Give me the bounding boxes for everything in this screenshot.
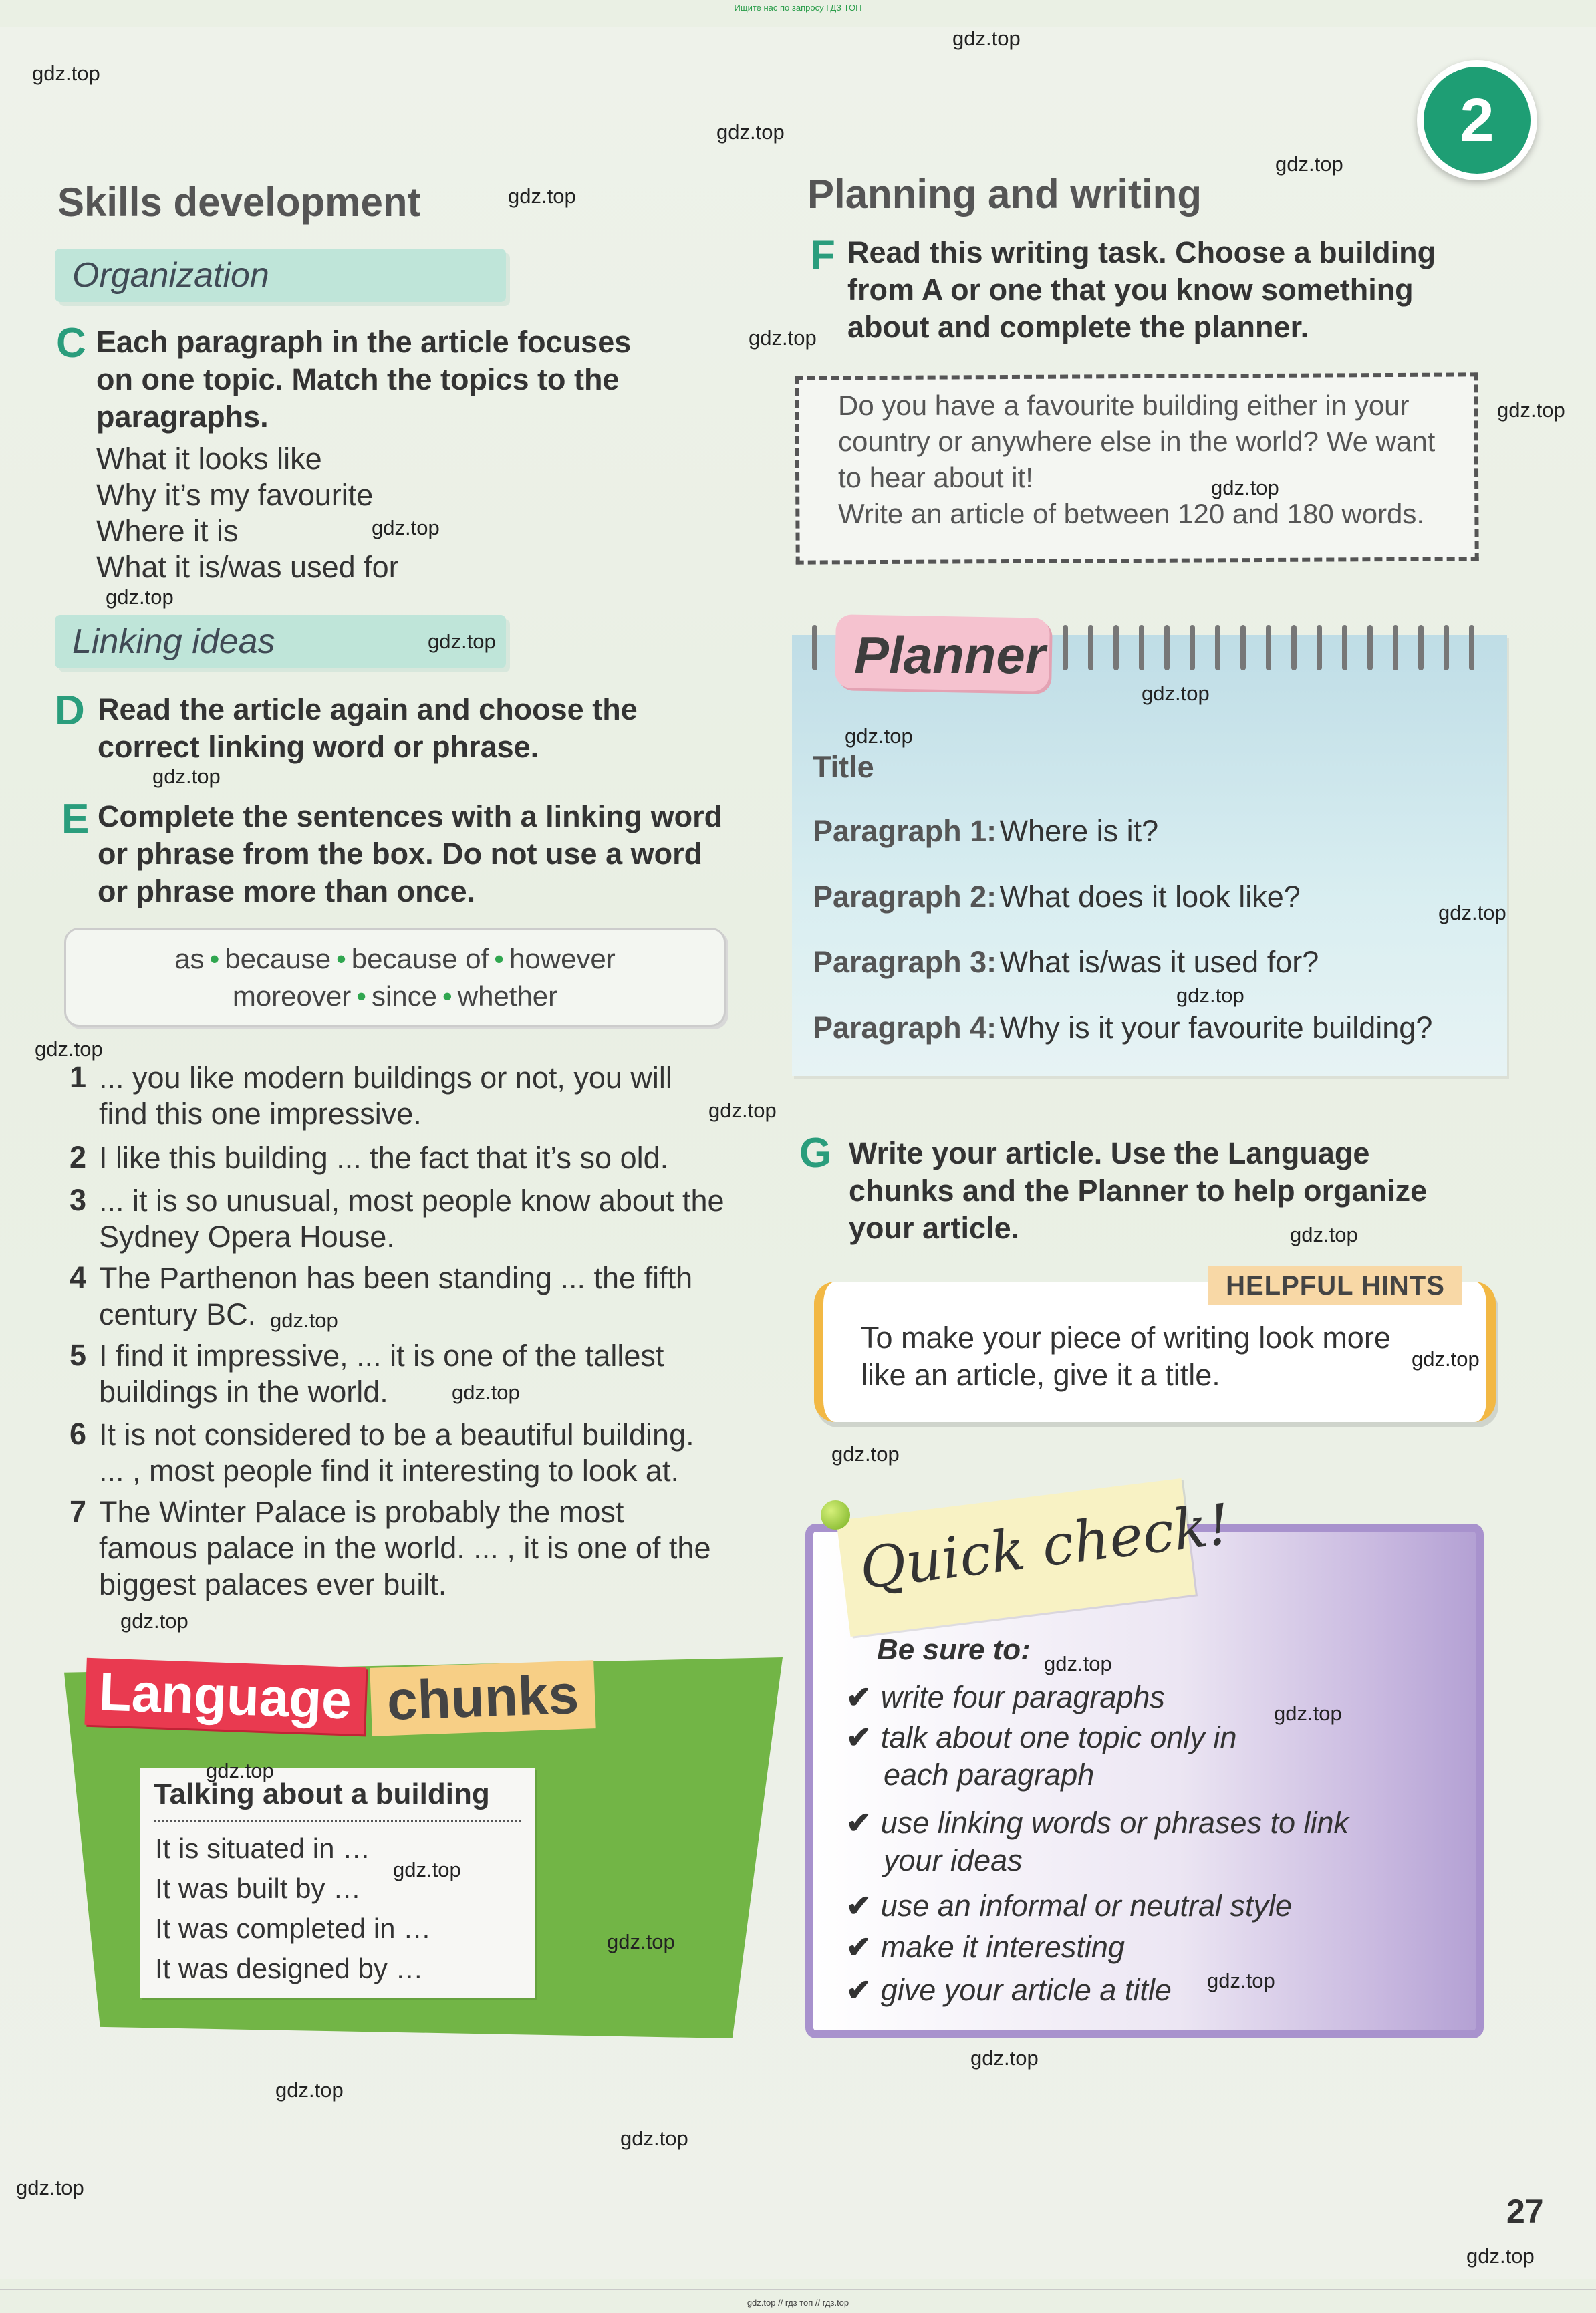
watermark: gdz.top — [708, 1099, 777, 1122]
exercise-e-instruction: Complete the sentences with a linking word or phrase from the box. Do not use a word or phrase more than once. — [98, 799, 723, 908]
pin-icon — [821, 1500, 850, 1530]
watermark: gdz.top — [970, 2046, 1039, 2070]
language-chunks-title-chunks: chunks — [370, 1660, 595, 1736]
spiral-ring — [1317, 625, 1322, 670]
sentence-1-number: 1 — [70, 1060, 87, 1094]
sentence-7: The Winter Palace is probably the most famous palace in the world. ... , it is one of the biggest palaces ever built. — [99, 1495, 711, 1601]
list-item: Where it is — [96, 514, 239, 548]
word-whether: whether — [457, 980, 558, 1012]
watermark: gdz.top — [1211, 476, 1279, 499]
bullet-dot-icon: • — [442, 980, 452, 1012]
watermark: gdz.top — [952, 27, 1021, 50]
sentence-4-number: 4 — [70, 1260, 87, 1295]
watermark: gdz.top — [508, 184, 576, 208]
spiral-ring — [1291, 625, 1297, 670]
quick-check-subtitle: Be sure to: — [877, 1633, 1031, 1666]
watermark: gdz.top — [206, 1759, 274, 1782]
checkmark-icon: ✔ — [846, 1680, 872, 1714]
sentence-2-number: 2 — [70, 1140, 87, 1174]
planner-row-2: Paragraph 2: What does it look like? — [813, 879, 1301, 914]
watermark: gdz.top — [1176, 984, 1244, 1007]
spiral-ring — [1088, 625, 1093, 670]
spiral-ring — [1240, 625, 1246, 670]
watermark: gdz.top — [1290, 1223, 1358, 1246]
spiral-ring — [1418, 625, 1424, 670]
footer-note: gdz.top // гдз топ // гдз.top — [747, 2298, 849, 2308]
divider — [0, 2289, 1596, 2290]
checkmark-icon: ✔ — [846, 1806, 872, 1840]
exercise-d-letter: D — [55, 688, 85, 734]
word-because-of: because of — [351, 943, 489, 974]
watermark: gdz.top — [1412, 1347, 1480, 1371]
exercise-g-instruction: Write your article. Use the Language chunks and the Planner to help organize your article. — [849, 1136, 1428, 1245]
list-item: Why it’s my favourite — [96, 478, 374, 512]
watermark: gdz.top — [1142, 682, 1210, 705]
watermark: gdz.top — [275, 2078, 344, 2102]
list-item: What it looks like — [96, 442, 322, 476]
watermark: gdz.top — [749, 326, 817, 350]
header-note: Ищите нас по запросу ГДЗ ТОП — [734, 3, 862, 13]
helpful-hints-label: HELPFUL HINTS — [1208, 1266, 1462, 1305]
sentence-7-number: 7 — [70, 1494, 87, 1528]
watermark: gdz.top — [845, 724, 913, 748]
list-item: It was completed in … — [155, 1913, 432, 1944]
checklist-item: ✔ write four paragraphs — [846, 1680, 1165, 1714]
spiral-ring — [1393, 625, 1398, 670]
word-as: as — [174, 943, 205, 974]
organization-label: Organization — [55, 249, 506, 302]
checklist-item: ✔ use an informal or neutral style — [846, 1889, 1293, 1923]
exercise-f-letter: F — [810, 232, 835, 278]
sentence-2: I like this building ... the fact that it’s so old. — [99, 1141, 669, 1175]
sentence-6: It is not considered to be a beautiful building. ... , most people find it interesting to look at. — [99, 1417, 694, 1488]
watermark: gdz.top — [428, 630, 496, 653]
watermark: gdz.top — [106, 585, 174, 609]
list-item: It was designed by … — [155, 1953, 424, 1984]
spiral-ring — [1266, 625, 1271, 670]
word-since: since — [371, 980, 438, 1012]
sentence-4: The Parthenon has been standing ... the fifth century BC. — [99, 1261, 693, 1331]
spiral-ring — [1139, 625, 1144, 670]
exercise-c-instruction: Each paragraph in the article focuses on one topic. Match the topics to the paragraphs. — [96, 325, 632, 434]
sentence-6-number: 6 — [70, 1417, 87, 1451]
checklist-item: ✔ make it interesting — [846, 1930, 1125, 1964]
spiral-ring — [1342, 625, 1347, 670]
checkmark-icon: ✔ — [846, 1720, 872, 1754]
watermark: gdz.top — [1466, 2244, 1535, 2268]
sentence-3-number: 3 — [70, 1183, 87, 1217]
exercise-e-letter: E — [61, 796, 90, 842]
watermark: gdz.top — [452, 1381, 520, 1404]
page-number: 27 — [1506, 2193, 1544, 2230]
watermark: gdz.top — [152, 765, 221, 788]
divider — [154, 1820, 521, 1822]
planner-row-3: Paragraph 3: What is/was it used for? — [813, 945, 1319, 979]
watermark: gdz.top — [35, 1037, 103, 1061]
planner-row-4: Paragraph 4: Why is it your favourite building? — [813, 1010, 1433, 1045]
checkmark-icon: ✔ — [846, 1889, 872, 1923]
linking-word-box — [64, 928, 726, 1027]
word-moreover: moreover — [232, 980, 352, 1012]
spiral-ring — [1367, 625, 1373, 670]
spiral-ring — [812, 625, 817, 670]
exercise-d-instruction: Read the article again and choose the correct linking word or phrase. — [98, 692, 638, 764]
watermark: gdz.top — [1275, 152, 1343, 176]
skills-development-title: Skills development — [57, 180, 421, 225]
spiral-ring — [1113, 625, 1119, 670]
checklist-item: ✔ use linking words or phrases to link your ideas — [846, 1806, 1349, 1877]
watermark: gdz.top — [270, 1309, 338, 1332]
list-item: What it is/was used for — [96, 550, 399, 584]
watermark: gdz.top — [372, 516, 440, 539]
sentence-5: I find it impressive, ... it is one of the tallest buildings in the world. — [99, 1339, 664, 1409]
quick-check-title: Quick check! — [856, 1491, 1234, 1602]
planner-row-1: Paragraph 1: Where is it? — [813, 814, 1159, 848]
watermark: gdz.top — [393, 1858, 461, 1881]
planner-label: Planner — [854, 626, 1046, 684]
bullet-dot-icon: • — [356, 980, 366, 1012]
watermark: gdz.top — [716, 120, 785, 144]
bullet-dot-icon: • — [336, 943, 346, 974]
watermark: gdz.top — [1497, 398, 1565, 422]
checklist-item: ✔ talk about one topic only in each paragraph — [846, 1720, 1237, 1792]
exercise-c-letter: C — [56, 320, 86, 366]
watermark: gdz.top — [1274, 1702, 1342, 1725]
spiral-ring — [1215, 625, 1220, 670]
checklist-item: ✔ give your article a title — [846, 1973, 1172, 2007]
spiral-ring — [1063, 625, 1068, 670]
spiral-ring — [1164, 625, 1170, 670]
sentence-3: ... it is so unusual, most people know about the Sydney Opera House. — [99, 1184, 724, 1254]
watermark: gdz.top — [32, 61, 100, 85]
planner-title-row: Title — [813, 750, 874, 784]
list-item: It is situated in … — [155, 1832, 371, 1864]
bullet-dot-icon: • — [494, 943, 505, 974]
list-item: It was built by … — [155, 1873, 362, 1904]
linking-ideas-label: Linking ideas — [55, 615, 506, 668]
bullet-dot-icon: • — [209, 943, 220, 974]
exercise-f-instruction: Read this writing task. Choose a building from A or one that you know something about and complete the planner. — [847, 235, 1436, 344]
spiral-ring — [1444, 625, 1449, 670]
watermark: gdz.top — [1207, 1969, 1275, 1992]
watermark: gdz.top — [1044, 1652, 1112, 1675]
planning-and-writing-title: Planning and writing — [807, 172, 1202, 217]
language-chunks-heading: Talking about a building — [154, 1778, 490, 1810]
spiral-ring — [1190, 625, 1195, 670]
watermark: gdz.top — [620, 2127, 688, 2150]
checkmark-icon: ✔ — [846, 1930, 872, 1964]
exercise-g-letter: G — [799, 1130, 832, 1176]
word-because: because — [225, 943, 331, 974]
watermark: gdz.top — [831, 1442, 900, 1466]
spiral-ring — [1469, 625, 1474, 670]
watermark: gdz.top — [1438, 901, 1506, 924]
watermark: gdz.top — [607, 1930, 675, 1953]
sentence-5-number: 5 — [70, 1338, 87, 1372]
sentence-1: ... you like modern buildings or not, you will find this one impressive. — [99, 1061, 672, 1131]
watermark: gdz.top — [16, 2176, 84, 2199]
watermark: gdz.top — [120, 1609, 188, 1633]
unit-badge: 2 — [1417, 60, 1537, 180]
checkmark-icon: ✔ — [846, 1973, 872, 2007]
helpful-hints-text: To make your piece of writing look more like an article, give it a title. — [861, 1321, 1391, 1392]
word-however: however — [509, 943, 616, 974]
writing-task-text: Do you have a favourite building either in your country or anywhere else in the world? We want to hear about it! Write an article of between 120 and 180 words. — [838, 390, 1436, 529]
language-chunks-title-language: Language — [84, 1658, 366, 1735]
topic-list — [96, 441, 399, 585]
